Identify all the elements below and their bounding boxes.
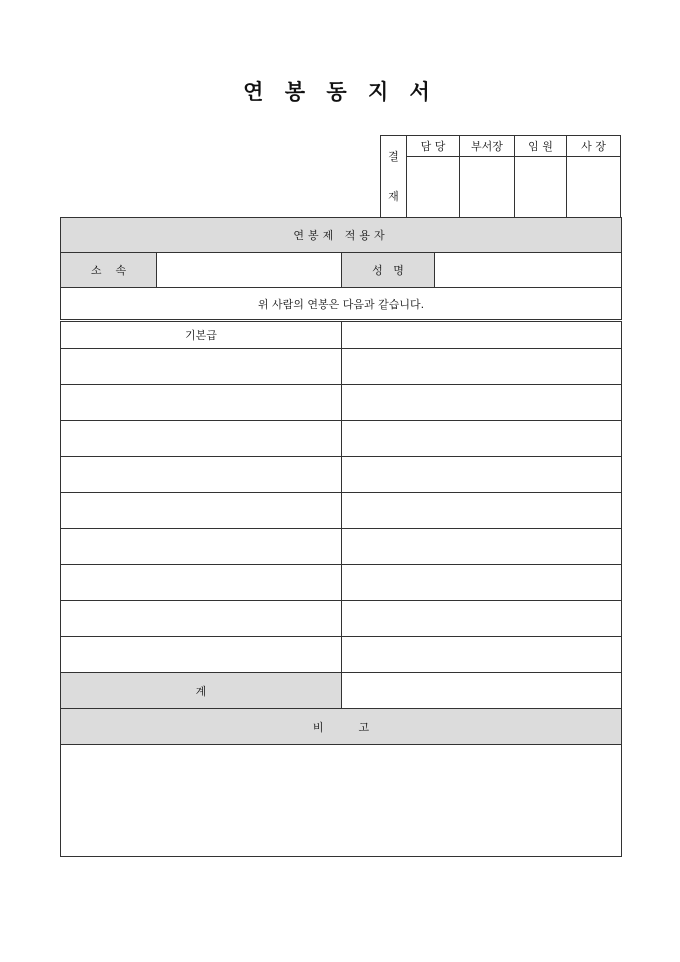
row-value-6[interactable]	[342, 529, 622, 565]
approval-header-executive: 임 원	[515, 136, 567, 157]
row-value-8[interactable]	[342, 601, 622, 637]
approval-side-bottom: 재	[388, 189, 399, 203]
row-value-0[interactable]	[342, 321, 622, 349]
approval-side-top: 결	[388, 149, 399, 163]
section-title: 연봉제 적용자	[61, 218, 622, 253]
total-label: 계	[61, 673, 342, 709]
approval-sign-president[interactable]	[567, 157, 621, 218]
row-label-6[interactable]	[61, 529, 342, 565]
row-label-9[interactable]	[61, 637, 342, 673]
approval-box	[380, 135, 621, 218]
salary-form	[60, 217, 622, 857]
row-label-4[interactable]	[61, 457, 342, 493]
approval-sign-manager[interactable]	[460, 157, 515, 218]
remarks-field[interactable]	[61, 745, 622, 857]
name-label: 성 명	[342, 253, 435, 288]
statement-text: 위 사람의 연봉은 다음과 같습니다.	[61, 288, 622, 321]
total-value[interactable]	[342, 673, 622, 709]
row-value-4[interactable]	[342, 457, 622, 493]
approval-header-president: 사 장	[567, 136, 621, 157]
remarks-label: 비 고	[61, 709, 622, 745]
row-label-0: 기본급	[61, 321, 342, 349]
approval-header-staff: 담 당	[407, 136, 460, 157]
affiliation-label: 소 속	[61, 253, 157, 288]
row-label-1[interactable]	[61, 349, 342, 385]
row-label-5[interactable]	[61, 493, 342, 529]
document-title: 연 봉 동 지 서	[243, 79, 437, 104]
approval-side-label	[381, 136, 407, 218]
affiliation-field[interactable]	[157, 253, 342, 288]
approval-sign-executive[interactable]	[515, 157, 567, 218]
name-field[interactable]	[435, 253, 622, 288]
row-value-7[interactable]	[342, 565, 622, 601]
row-label-7[interactable]	[61, 565, 342, 601]
row-value-1[interactable]	[342, 349, 622, 385]
approval-sign-staff[interactable]	[407, 157, 460, 218]
row-label-3[interactable]	[61, 421, 342, 457]
row-value-5[interactable]	[342, 493, 622, 529]
row-label-8[interactable]	[61, 601, 342, 637]
row-value-2[interactable]	[342, 385, 622, 421]
row-label-2[interactable]	[61, 385, 342, 421]
approval-header-manager: 부서장	[460, 136, 515, 157]
row-value-9[interactable]	[342, 637, 622, 673]
row-value-3[interactable]	[342, 421, 622, 457]
